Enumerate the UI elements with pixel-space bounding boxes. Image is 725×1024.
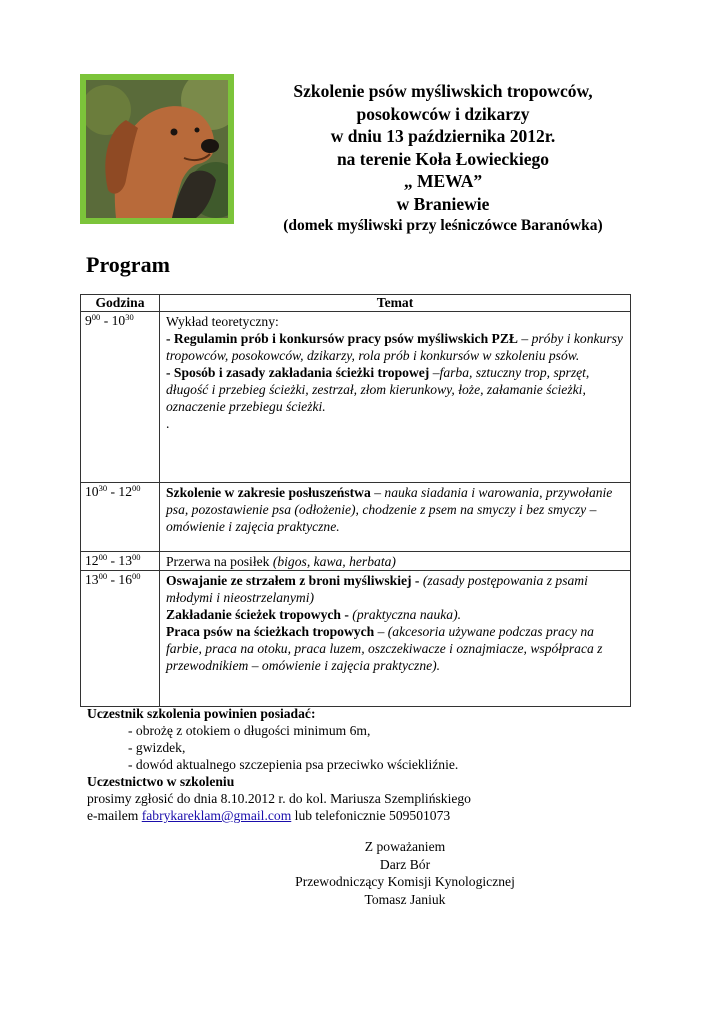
column-header-topic: Temat xyxy=(160,295,631,312)
topic-cell xyxy=(160,312,631,483)
time-cell: $12^{00} - 13^{00}$ xyxy=(81,552,160,571)
header-line-2: posokowców i dzikarzy xyxy=(356,103,530,124)
closing-signature xyxy=(280,838,530,908)
header-line-1: Szkolenie psów myśliwskich tropowców, xyxy=(293,81,593,101)
topic-item: - Regulamin prób i konkursów pracy psów myśliwskich PZŁ – próby i konkursy tropowców, posokowców, dzikarzy, rola prób i konkursów w szkoleniu psów. xyxy=(166,331,623,363)
topic-item: Praca psów na ścieżkach tropowych – (akcesoria używane podczas pracy na farbie, praca na otoku, praca luzem, oszczekiwacze i oznajmiacze, współpraca z przewodnikiem – omówienie i zajęcia praktyczne). xyxy=(166,624,603,673)
time-cell: $9^{00} - 10^{30}$ xyxy=(81,312,160,483)
closing-line: Z poważaniem xyxy=(364,839,446,854)
table-row xyxy=(81,483,631,552)
info-section xyxy=(87,705,647,824)
header-line-3: w dniu 13 października 2012r. xyxy=(330,126,556,146)
topic-dot: . xyxy=(166,416,170,431)
topic-item: - Sposób i zasady zakładania ścieżki tropowej –farba, sztuczny trop, sprzęt, długość i przebieg ścieżki, zestrzał, złom kierunkowy, łoże, załamanie ścieżki, oznaczenie przebiegu ścieżki. xyxy=(166,365,590,414)
requirements-title: Uczestnik szkolenia powinien posiadać: xyxy=(87,706,316,721)
table-row xyxy=(81,571,631,707)
dog-photo xyxy=(80,74,234,224)
participation-line: prosimy zgłosić do dnia 8.10.2012 r. do kol. Mariusza Szemplińskiego xyxy=(87,791,471,806)
table-header-row xyxy=(81,295,631,312)
participation-title: Uczestnictwo w szkoleniu xyxy=(87,774,235,789)
header-line-5: „ MEWA” xyxy=(403,171,483,191)
contact-line: e-mailem fabrykareklam@gmail.com lub telefonicznie 509501073 xyxy=(87,808,451,823)
requirement-item: - dowód aktualnego szczepienia psa przeciwko wściekliźnie. xyxy=(128,757,459,772)
table-row xyxy=(81,552,631,571)
requirement-item: - obrożę z otokiem o długości minimum 6m, xyxy=(128,723,371,738)
closing-line: Przewodniczący Komisji Kynologicznej xyxy=(295,874,515,889)
topic-item: Oswajanie ze strzałem z broni myśliwskiej - (zasady postępowania z psami młodymi i nieostrzelanymi) xyxy=(166,573,588,605)
time-cell: $13^{00} - 16^{00}$ xyxy=(81,571,160,707)
topic-cell xyxy=(160,571,631,707)
header-subtitle: (domek myśliwski przy leśniczówce Baranówka) xyxy=(283,217,603,234)
event-header xyxy=(262,80,624,238)
header-line-4: na terenie Koła Łowieckiego xyxy=(336,148,550,169)
closing-line: Tomasz Janiuk xyxy=(364,891,446,907)
email-link[interactable]: fabrykareklam@gmail.com xyxy=(141,808,292,823)
schedule-table xyxy=(80,294,631,707)
header-line-6: w Braniewie xyxy=(396,193,490,214)
requirement-item: - gwizdek, xyxy=(128,740,186,755)
closing-line: Darz Bór xyxy=(379,856,431,872)
column-header-time: Godzina xyxy=(81,295,160,312)
time-cell: $10^{30} - 12^{00}$ xyxy=(81,483,160,552)
topic-intro: Wykład teoretyczny: xyxy=(166,314,279,329)
topic-cell: Przerwa na posiłek (bigos, kawa, herbata) xyxy=(160,552,631,571)
topic-item: Zakładanie ścieżek tropowych - (praktyczna nauka). xyxy=(166,607,462,622)
program-title: Program xyxy=(86,252,170,277)
table-row xyxy=(81,312,631,483)
topic-cell: Szkolenie w zakresie posłuszeństwa – nauka siadania i warowania, przywołanie psa, pozostawienie psa (odłożenie), chodzenie z psem na smyczy i bez smyczy – omówienie i zajęcia praktyczne. xyxy=(160,483,631,552)
